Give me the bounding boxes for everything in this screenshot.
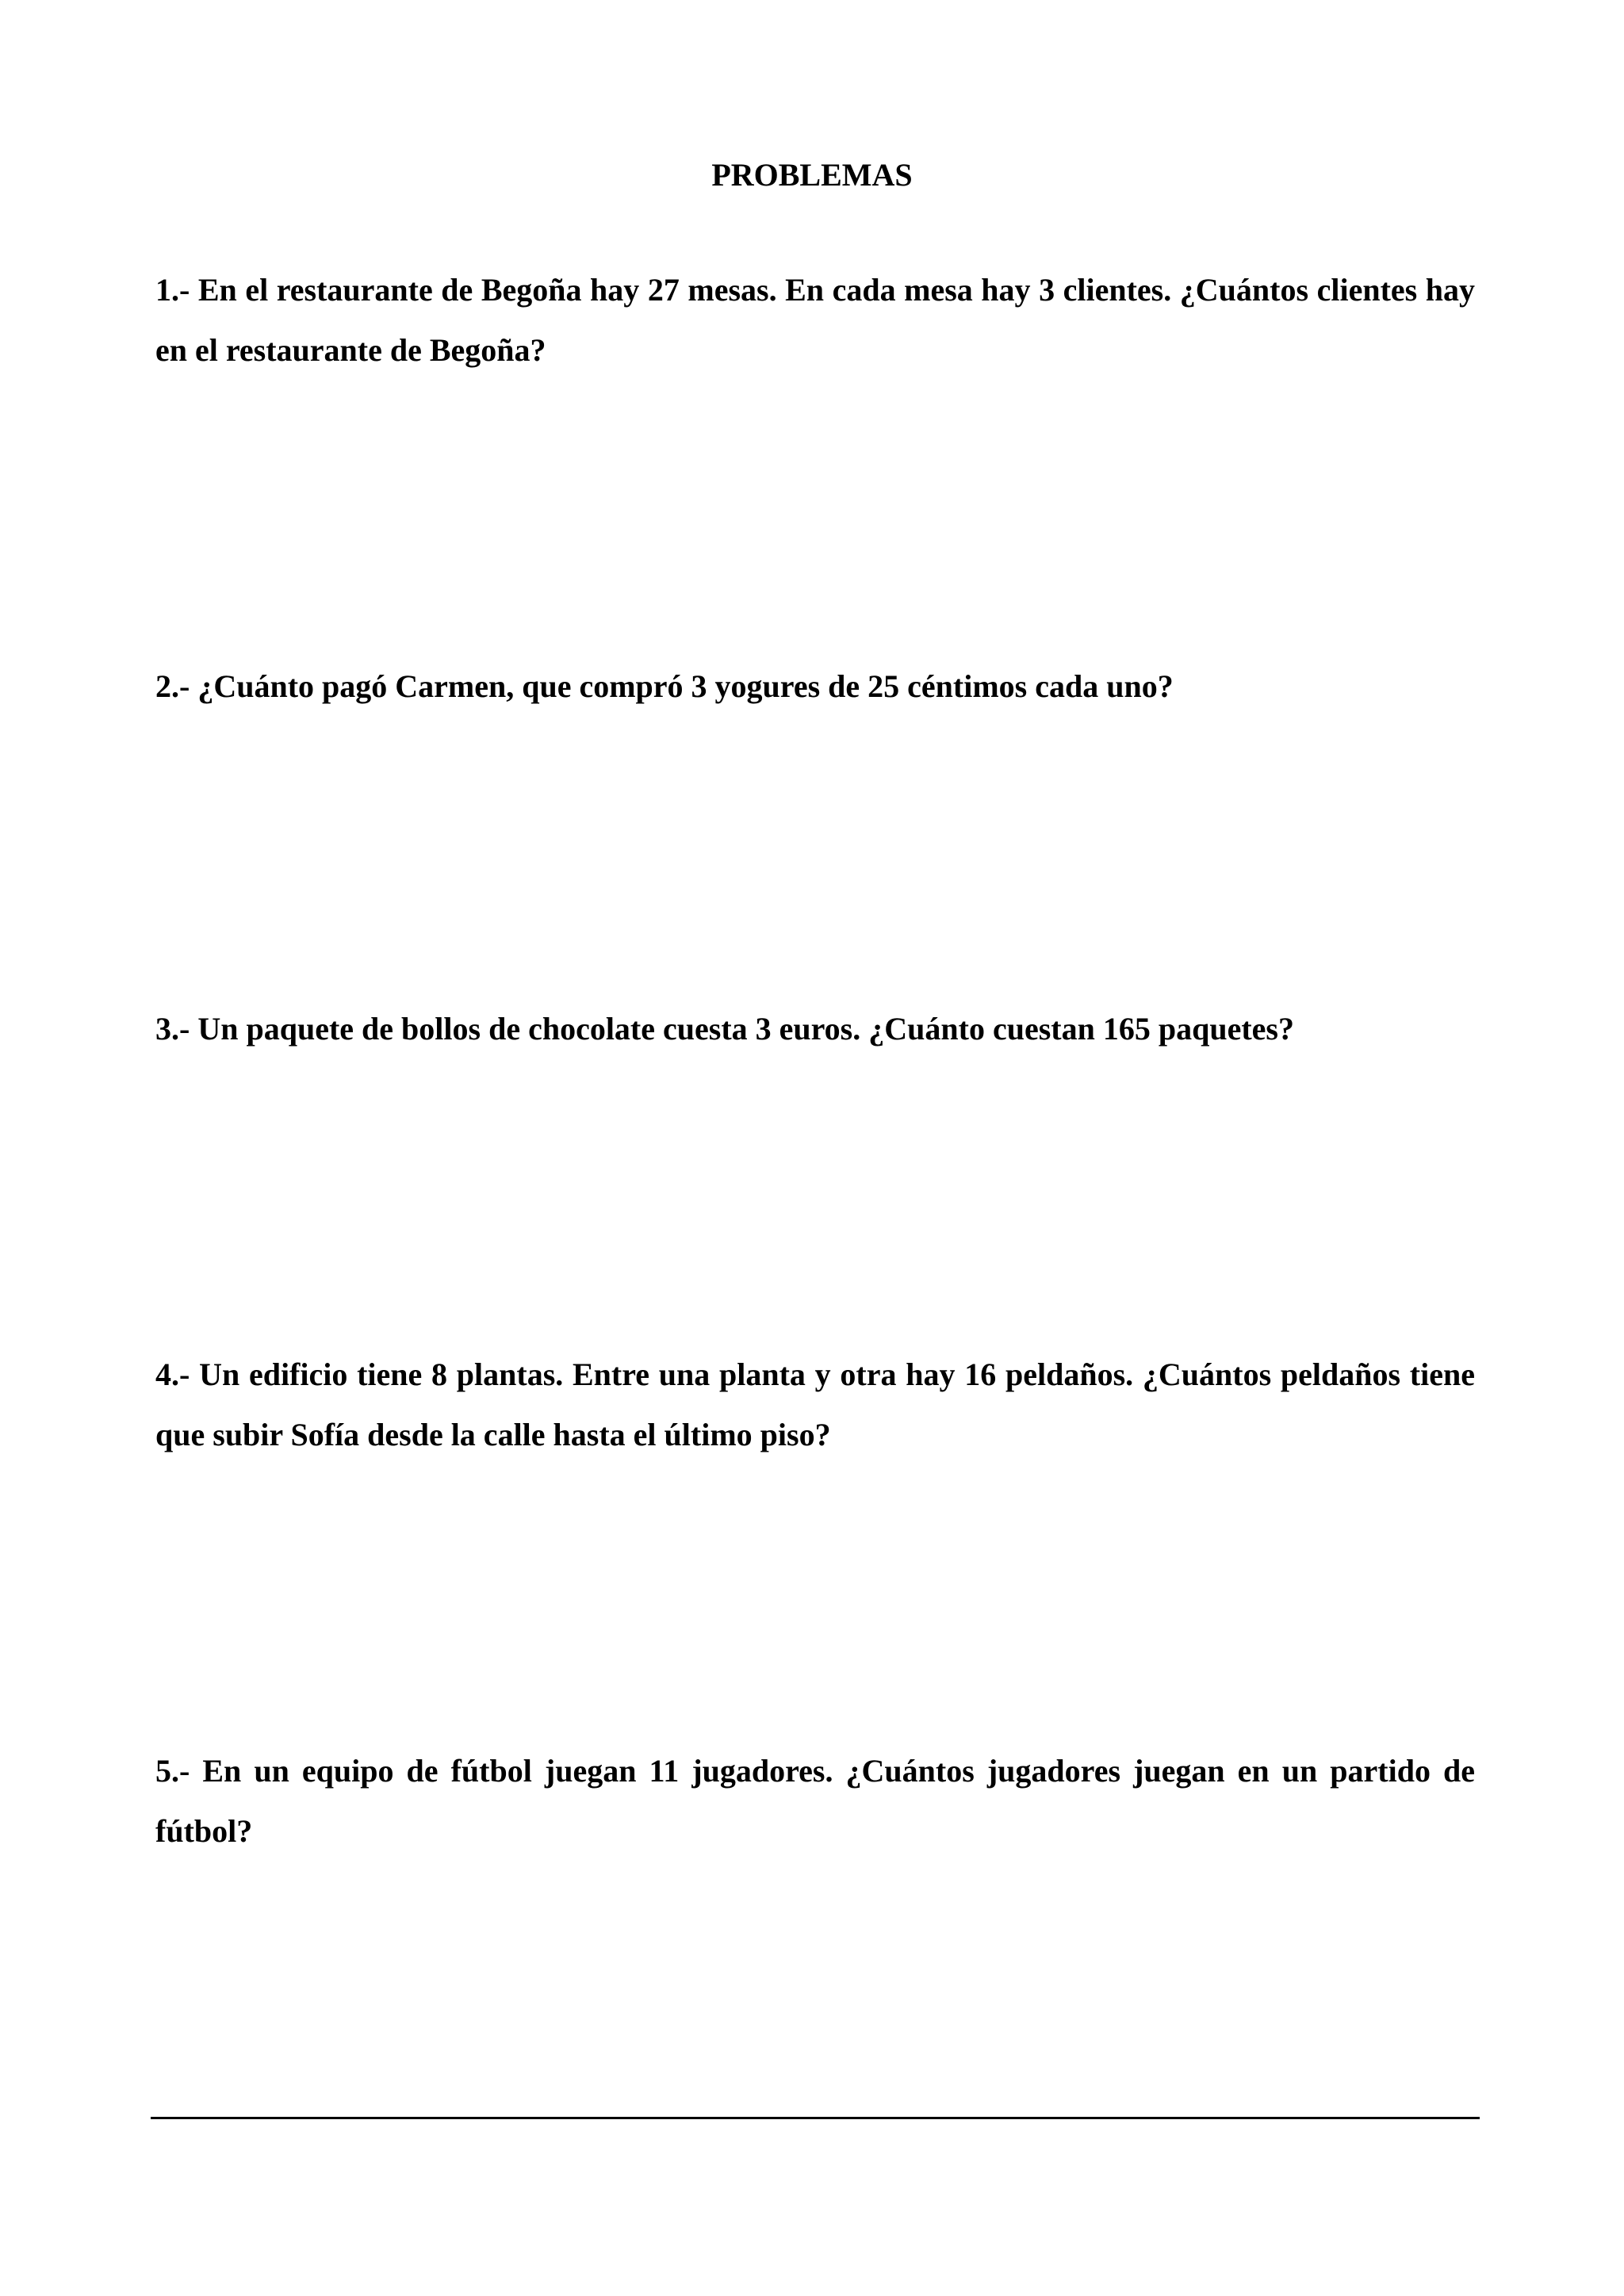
page-title: PROBLEMAS bbox=[711, 157, 913, 193]
problem-4 bbox=[155, 1345, 1475, 1465]
problem-3 bbox=[155, 999, 1475, 1059]
problem-number: 5.- bbox=[155, 1753, 203, 1789]
problem-2 bbox=[155, 656, 1475, 717]
problem-text: Un paquete de bollos de chocolate cuesta 3 euros. ¿Cuánto cuestan 165 paquetes? bbox=[197, 1011, 1294, 1047]
problem-5 bbox=[155, 1741, 1475, 1862]
problem-text: En un equipo de fútbol juegan 11 jugadores. ¿Cuántos jugadores juegan en un partido de fútbol? bbox=[155, 1753, 1475, 1849]
problem-text: En el restaurante de Begoña hay 27 mesas. En cada mesa hay 3 clientes. ¿Cuántos clientes hay en el restaurante de Begoña? bbox=[155, 272, 1476, 368]
problem-number: 2.- bbox=[155, 668, 198, 704]
problem-1 bbox=[155, 260, 1475, 381]
problem-text: ¿Cuánto pagó Carmen, que compró 3 yogures de 25 céntimos cada uno? bbox=[197, 668, 1174, 704]
footer-divider bbox=[151, 2117, 1480, 2119]
problem-number: 1.- bbox=[155, 272, 198, 308]
problem-number: 3.- bbox=[155, 1011, 198, 1047]
problem-text: Un edificio tiene 8 plantas. Entre una planta y otra hay 16 peldaños. ¿Cuántos peldaños tiene que subir Sofía desde la calle hasta el último piso? bbox=[155, 1357, 1475, 1452]
problem-number: 4.- bbox=[155, 1357, 200, 1392]
